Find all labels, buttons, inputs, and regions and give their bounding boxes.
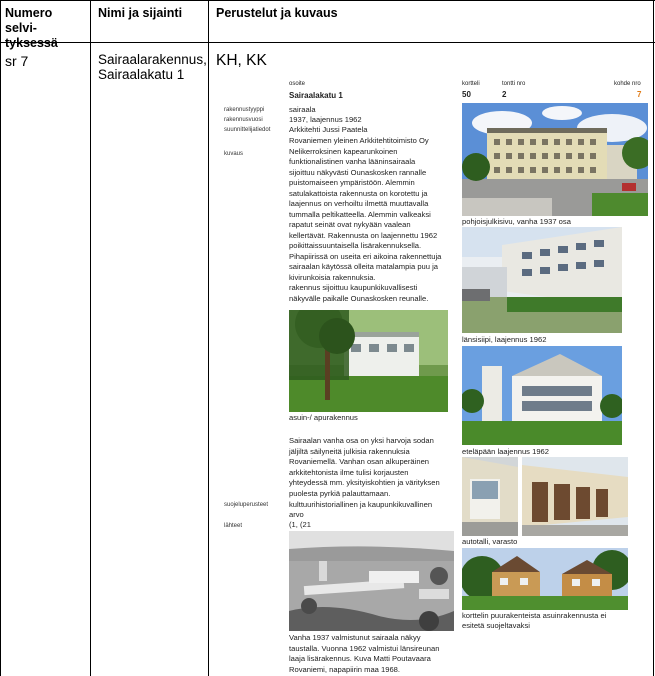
photo-apurakennus	[289, 310, 448, 412]
suojelu-value-2: arvo	[289, 510, 304, 519]
photo-garage-1	[462, 457, 518, 536]
suunnittelija-value: Arkkitehti Jussi Paatela	[289, 125, 368, 134]
rakennustyyppi-value: sairaala	[289, 105, 316, 114]
lower-text	[289, 436, 449, 499]
photo-south-extension	[462, 346, 622, 445]
kuvaus-line: sijoittuu näkyvästi Ounaskosken rannalle	[289, 167, 427, 177]
kuvaus-line: rakennus sijoittuu kaupunkikuvallisesti	[289, 283, 418, 292]
rakennustyyppi-label: rakennustyyppi	[224, 107, 265, 113]
photo-north-facade	[462, 103, 648, 216]
lahteet-label: lähteet	[224, 523, 243, 529]
kuvaus-text	[289, 136, 449, 304]
lower-line: Sairaalan vanha osa on yksi harvoja sodan	[289, 436, 434, 445]
aerial-caption-line: laaja lisärakennus. Kuva Matti Poutavaara	[289, 654, 431, 663]
table-top-border	[0, 0, 655, 1]
tontti-value: 2	[502, 90, 507, 99]
header-divider	[0, 42, 655, 43]
suojelu-label: suojeluperusteet	[224, 502, 269, 508]
kohde-value: 7	[637, 90, 642, 99]
caption-south-extension: eteläpään laajennus 1962	[462, 447, 549, 456]
header-name: Nimi ja sijainti	[98, 6, 183, 20]
aerial-caption	[289, 633, 459, 675]
caption-apurakennus: asuin-/ apurakennus	[289, 413, 358, 422]
kortteli-label: kortteli	[462, 81, 480, 87]
classification: KH, KK	[216, 52, 267, 69]
caption-wooden-houses-2: esitetä suojeltavaksi	[462, 621, 530, 630]
photo-garage-2	[522, 457, 628, 536]
kortteli-value: 50	[462, 90, 471, 99]
kohde-label: kohde nro	[614, 81, 641, 87]
aerial-caption-line: taustalla. Vuonna 1962 valmistui länsireunan	[289, 643, 440, 653]
osoite-label: osoite	[289, 81, 306, 87]
lahteet-value: (1, (21	[289, 520, 311, 529]
kuvaus-line: kellertävät. Rakennusta on laajennettu 1962	[289, 230, 438, 240]
lower-line: yhteydessä mm. yksityiskohtien ja värityksen	[289, 478, 440, 487]
kuvaus-line: näkyvälle paikalle Ounaskosken reunalle.	[289, 293, 429, 303]
caption-north-facade: pohjoisjulkisivu, vanha 1937 osa	[462, 217, 571, 226]
aerial-caption-line: Rovaniemi, napapiirin maa 1968.	[289, 664, 401, 674]
rakennusvuosi-label: rakennusvuosi	[224, 117, 263, 123]
row-number: sr 7	[5, 53, 29, 69]
caption-garage: autotalli, varasto	[462, 537, 518, 546]
header-number: Numero selvi-tyksessä	[5, 6, 58, 50]
row-name-line1: Sairaalarakennus,	[98, 52, 207, 67]
photo-wooden-houses	[462, 548, 628, 610]
kuvaus-line: rapatut seinät ovat nykyään vaalean	[289, 220, 411, 229]
lower-line: arkkitehtonista ilme tulisi korjausten	[289, 467, 409, 477]
column-divider-1	[90, 0, 91, 676]
photo-west-wing	[462, 227, 622, 333]
lower-line: puolesta pyrkiä palauttamaan.	[289, 488, 391, 498]
column-divider-2	[208, 0, 209, 676]
header-description: Perustelut ja kuvaus	[216, 6, 338, 20]
kuvaus-line: kivirunkoisia rakennuksia.	[289, 272, 376, 282]
row-name-line2: Sairaalakatu 1	[98, 67, 185, 82]
aerial-caption-line: Vanha 1937 valmistunut sairaala näkyy	[289, 633, 421, 642]
suojelu-value-1: kulttuurihistoriallinen ja kaupunkikuvallinen	[289, 500, 433, 509]
kuvaus-line: poikittaissuuntaisella lisärakennuksella.	[289, 241, 422, 250]
kuvaus-label: kuvaus	[224, 151, 244, 157]
tontti-label: tontti nro	[502, 81, 526, 87]
lower-line: jäljiltä säilyneitä julkisia rakennuksia	[289, 446, 410, 456]
kuvaus-line: satulakattoista rakennusta on korotettu ja	[289, 188, 428, 198]
kuvaus-line: tummalla peltikatteella. Alemmin valkeaksi	[289, 209, 431, 219]
photo-aerial-1968	[289, 531, 454, 631]
kuvaus-line: laajennus on verhoiltu ilmettä muuttavalla	[289, 199, 429, 208]
kuvaus-line: Pihapiirissä on useita eri aikoina rakennettuja	[289, 251, 442, 261]
kuvaus-line: Nelikerroksinen kapearunkoinen	[289, 146, 398, 156]
caption-west-wing: länsisiipi, laajennus 1962	[462, 335, 547, 344]
lower-line: Rovaniemellä. Vanhan osan alkuperäinen	[289, 457, 430, 466]
kuvaus-line: Rovaniemen yleinen Arkkitehtitoimisto Oy	[289, 136, 429, 145]
osoite-value: Sairaalakatu 1	[289, 91, 343, 100]
rakennusvuosi-value: 1937, laajennus 1962	[289, 115, 362, 124]
kuvaus-line: sairaalan käytössä olleita matalampia puu ja	[289, 262, 439, 271]
suunnittelija-label: suunnittelijatiedot	[224, 127, 271, 133]
kuvaus-line: puistomaiseen ympäristöön. Alemmin	[289, 178, 415, 187]
caption-wooden-houses-1: korttelin puurakenteista asuinrakennusta ei	[462, 611, 607, 620]
kuvaus-line: funktionalistinen vanha lääninsairaala	[289, 157, 416, 166]
